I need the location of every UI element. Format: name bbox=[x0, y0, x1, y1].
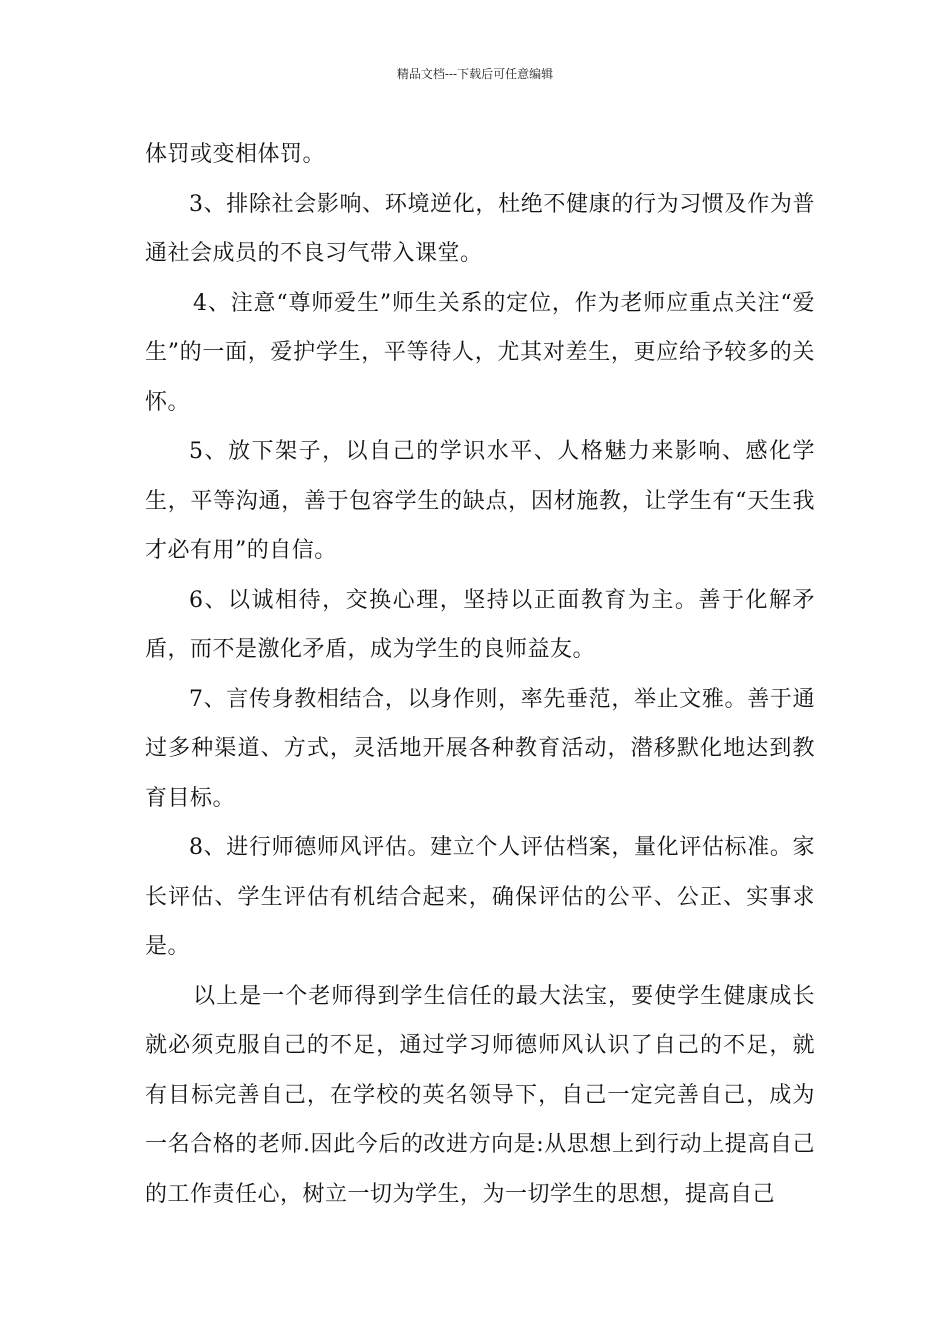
paragraph-item-3: 3、排除社会影响、环境逆化，杜绝不健康的行为习惯及作为普通社会成员的不良习气带入课堂。 bbox=[145, 191, 815, 266]
paragraph-item-7: 7、言传身教相结合，以身作则，率先垂范，举止文雅。善于通过多种渠道、方式，灵活地开展各种教育活动，潜移默化地达到教育目标。 bbox=[145, 686, 815, 811]
document-body bbox=[145, 130, 815, 1219]
page-header: 精品文档---下载后可任意编辑 bbox=[396, 67, 554, 81]
paragraph-item-6: 6、以诚相待，交换心理，坚持以正面教育为主。善于化解矛盾，而不是激化矛盾，成为学生的良师益友。 bbox=[145, 587, 815, 662]
paragraph-continuation: 体罚或变相体罚。 bbox=[145, 142, 326, 167]
paragraph-item-5: 5、放下架子，以自己的学识水平、人格魅力来影响、感化学生，平等沟通，善于包容学生的缺点，因材施教，让学生有“天生我才必有用”的自信。 bbox=[145, 439, 815, 563]
paragraph-item-8: 8、进行师德师风评估。建立个人评估档案，量化评估标准。家长评估、学生评估有机结合起来，确保评估的公平、公正、实事求是。 bbox=[145, 835, 815, 959]
paragraph-item-4: 4、注意“尊师爱生”师生关系的定位，作为老师应重点关注“爱生”的一面，爱护学生，平等待人，尤其对差生，更应给予较多的关怀。 bbox=[145, 290, 815, 415]
paragraph-conclusion: 以上是一个老师得到学生信任的最大法宝，要使学生健康成长就必须克服自己的不足，通过学习师德师风认识了自己的不足，就有目标完善自己，在学校的英名领导下，自己一定完善自己，成为一名合格的老师.因此今后的改进方向是:从思想上到行动上提高自己的工作责任心，树立一切为学生，为一切学生的思想，提高自己 bbox=[145, 983, 815, 1207]
